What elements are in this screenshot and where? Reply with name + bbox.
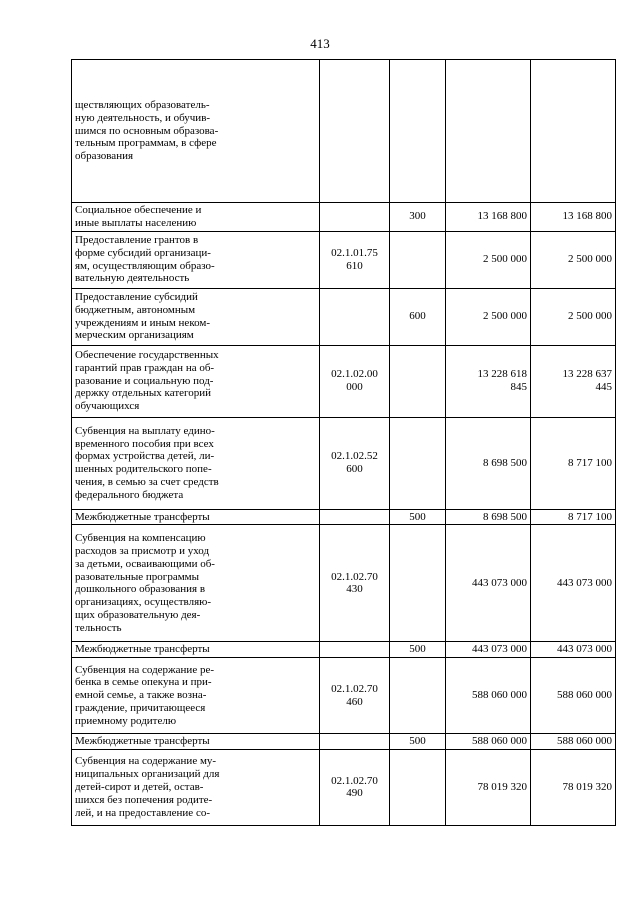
amount-year1-cell: 13 228 618 845 — [446, 345, 531, 417]
amount-year2-cell: 588 060 000 — [531, 734, 616, 750]
target-article-code-cell: 02.1.02.70 430 — [320, 525, 390, 642]
table-row — [72, 345, 616, 417]
table-row — [72, 60, 616, 203]
amount-year2-cell: 2 500 000 — [531, 288, 616, 345]
target-article-code-cell — [320, 288, 390, 345]
row-name-cell: Субвенция на компенсацию расходов за присмотр и уход за детьми, осваивающими об- разовательные программы дошкольного образования в организациях, осуществляю- щих образовательную дея- тельность — [72, 525, 320, 642]
target-article-code-cell: 02.1.02.70 460 — [320, 658, 390, 734]
amount-year2-cell: 443 073 000 — [531, 642, 616, 658]
amount-year1-cell: 8 698 500 — [446, 509, 531, 525]
amount-year1-cell: 78 019 320 — [446, 749, 531, 825]
expense-type-code-cell: 500 — [390, 509, 446, 525]
expense-type-code-cell — [390, 417, 446, 509]
target-article-code-cell: 02.1.02.70 490 — [320, 749, 390, 825]
expense-type-code-cell: 300 — [390, 203, 446, 232]
amount-year2-cell: 78 019 320 — [531, 749, 616, 825]
table-row — [72, 525, 616, 642]
amount-year2-cell: 8 717 100 — [531, 509, 616, 525]
target-article-code-cell: 02.1.01.75 610 — [320, 231, 390, 288]
table-row — [72, 734, 616, 750]
target-article-code-cell: 02.1.02.00 000 — [320, 345, 390, 417]
row-name-cell: Межбюджетные трансферты — [72, 642, 320, 658]
row-name-cell: Предоставление грантов в форме субсидий организаци- ям, осуществляющим образо- вательную деятельность — [72, 231, 320, 288]
expense-type-code-cell — [390, 658, 446, 734]
amount-year2-cell: 588 060 000 — [531, 658, 616, 734]
expense-type-code-cell — [390, 231, 446, 288]
row-name-cell: Межбюджетные трансферты — [72, 734, 320, 750]
target-article-code-cell — [320, 734, 390, 750]
budget-table — [71, 59, 616, 826]
table-row — [72, 658, 616, 734]
row-name-cell: Субвенция на выплату едино- временного пособия при всех формах устройства детей, ли- шенных родительского попе- чения, в семью за счет средств федерального бюджета — [72, 417, 320, 509]
table-row — [72, 417, 616, 509]
expense-type-code-cell: 500 — [390, 734, 446, 750]
amount-year2-cell: 2 500 000 — [531, 231, 616, 288]
expense-type-code-cell: 500 — [390, 642, 446, 658]
target-article-code-cell — [320, 203, 390, 232]
row-name-cell: Социальное обеспечение и иные выплаты населению — [72, 203, 320, 232]
target-article-code-cell — [320, 60, 390, 203]
budget-table-body — [72, 60, 616, 826]
row-name-cell: Субвенция на содержание му- ниципальных организаций для детей-сирот и детей, остав- шихся без попечения родите- лей, и на предоставление со- — [72, 749, 320, 825]
amount-year2-cell: 13 228 637 445 — [531, 345, 616, 417]
row-name-cell: Субвенция на содержание ре- бенка в семье опекуна и при- емной семье, а также возна- граждение, причитающееся приемному родителю — [72, 658, 320, 734]
amount-year1-cell: 13 168 800 — [446, 203, 531, 232]
table-row — [72, 642, 616, 658]
row-name-cell: Обеспечение государственных гарантий прав граждан на об- разование и социальную под- держку отдельных категорий обучающихся — [72, 345, 320, 417]
expense-type-code-cell — [390, 525, 446, 642]
amount-year1-cell: 443 073 000 — [446, 525, 531, 642]
amount-year1-cell: 588 060 000 — [446, 734, 531, 750]
row-name-cell: ществляющих образователь- ную деятельность, и обучив- шимся по основным образова- тельным программам, в сфере образования — [72, 60, 320, 203]
target-article-code-cell — [320, 642, 390, 658]
table-row — [72, 288, 616, 345]
amount-year1-cell: 588 060 000 — [446, 658, 531, 734]
amount-year1-cell — [446, 60, 531, 203]
amount-year2-cell — [531, 60, 616, 203]
expense-type-code-cell — [390, 60, 446, 203]
amount-year2-cell: 8 717 100 — [531, 417, 616, 509]
amount-year1-cell: 8 698 500 — [446, 417, 531, 509]
table-row — [72, 231, 616, 288]
expense-type-code-cell — [390, 749, 446, 825]
row-name-cell: Межбюджетные трансферты — [72, 509, 320, 525]
amount-year2-cell: 13 168 800 — [531, 203, 616, 232]
expense-type-code-cell: 600 — [390, 288, 446, 345]
table-row — [72, 509, 616, 525]
amount-year2-cell: 443 073 000 — [531, 525, 616, 642]
target-article-code-cell — [320, 509, 390, 525]
table-row — [72, 203, 616, 232]
expense-type-code-cell — [390, 345, 446, 417]
amount-year1-cell: 443 073 000 — [446, 642, 531, 658]
table-row — [72, 749, 616, 825]
amount-year1-cell: 2 500 000 — [446, 288, 531, 345]
amount-year1-cell: 2 500 000 — [446, 231, 531, 288]
target-article-code-cell: 02.1.02.52 600 — [320, 417, 390, 509]
page-number: 413 — [310, 36, 330, 51]
row-name-cell: Предоставление субсидий бюджетным, автономным учреждениям и иным неком- мерческим организациям — [72, 288, 320, 345]
